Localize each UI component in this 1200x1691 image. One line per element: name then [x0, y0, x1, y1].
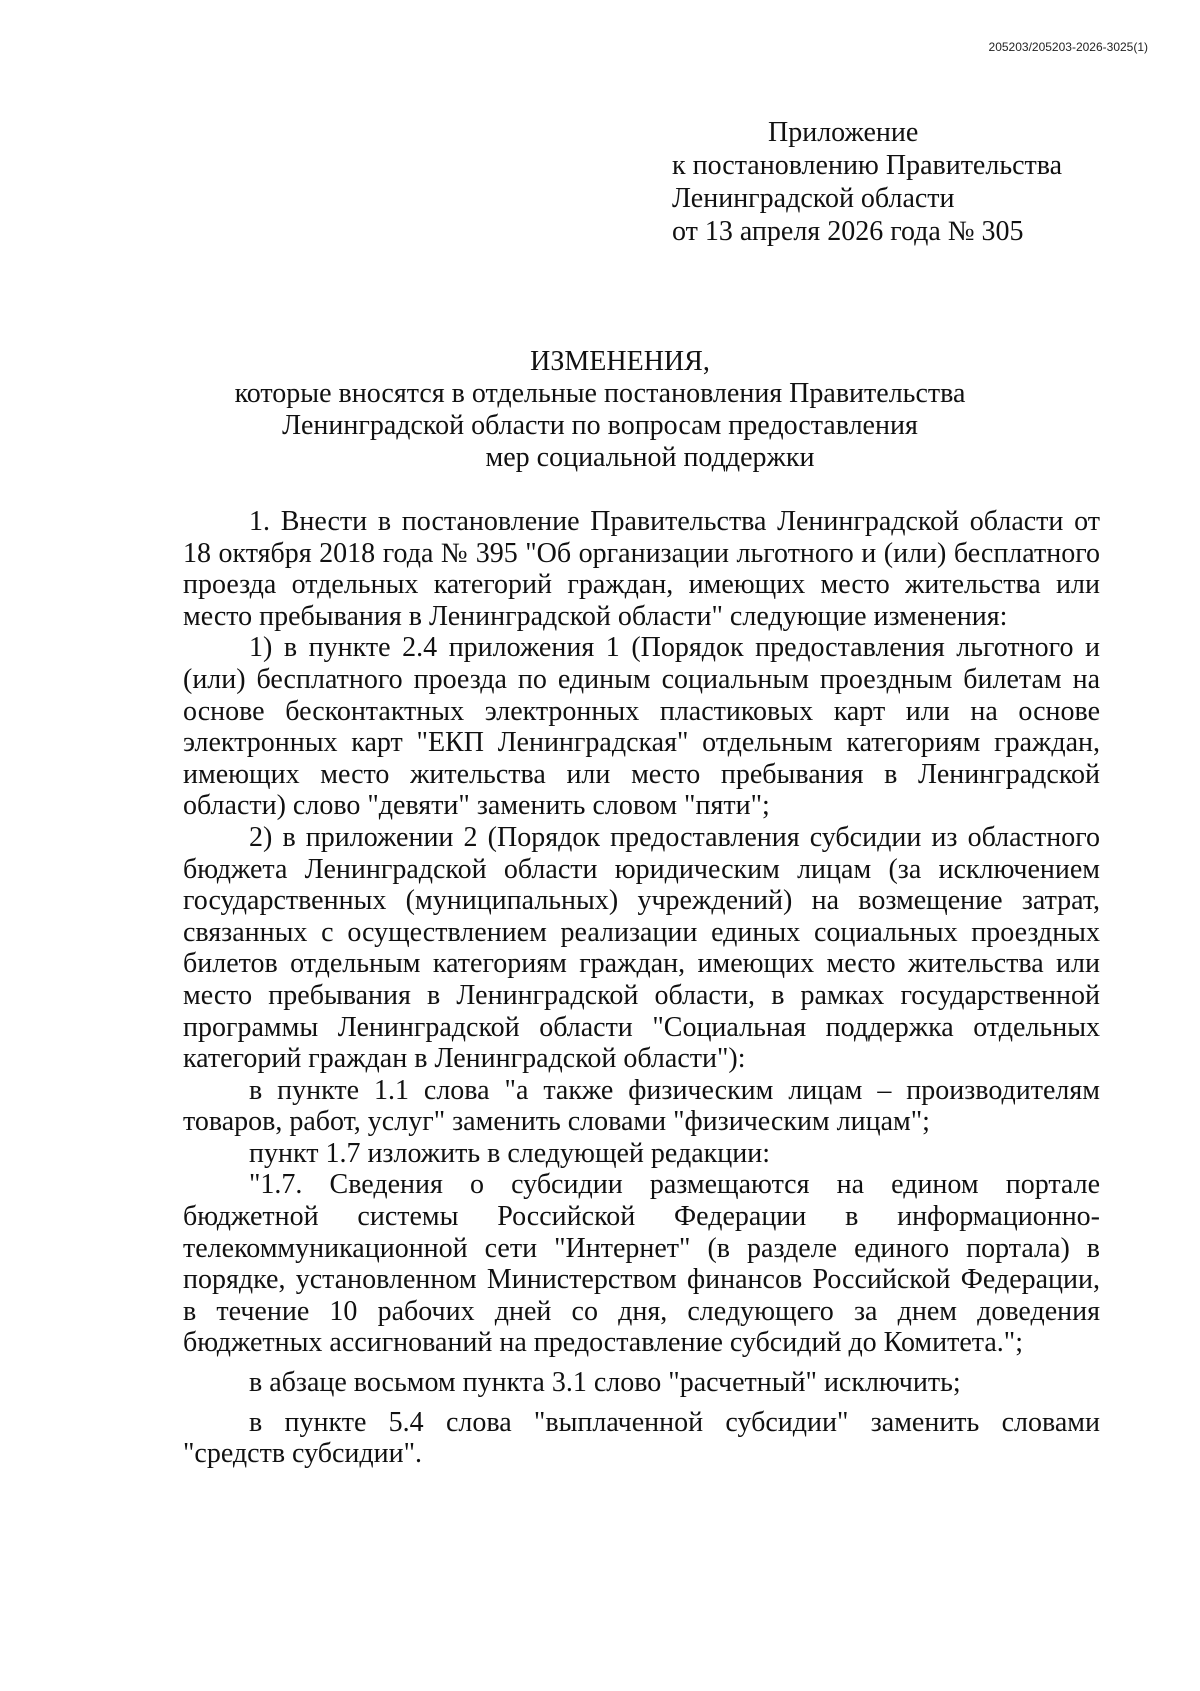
document-body	[183, 506, 1100, 1470]
heading-subtitle: которые вносятся в отдельные постановления Правительства	[234, 378, 966, 409]
document-id: 205203/205203-2026-3025(1)	[988, 40, 1148, 54]
appendix-date-line: от 13 апреля 2026 года № 305	[672, 216, 1024, 247]
paragraph: 1. Внести в постановление Правительства Ленинградской области от 18 октября 2018 года № 395 "Об организации льготного и (или) бесплатного проезда отдельных категорий граждан, имеющих место жительства или место пребывания в Ленинградской области" следующие изменения:	[183, 506, 1100, 632]
paragraph: в пункте 1.1 слова "а также физическим лицам – производителям товаров, работ, услуг" заменить словами "физическим лицам";	[183, 1074, 1100, 1138]
paragraph: 1) в пункте 2.4 приложения 1 (Порядок предоставления льготного и (или) бесплатного проезда по единым социальным проездным билетам на основе бесконтактных электронных пластиковых карт или на основе электронных карт "ЕКП Ленинградская" отдельным категориям граждан, имеющих место жительства или место пребывания в Ленинградской области) слово "девяти" заменить словом "пяти";	[183, 632, 1100, 822]
appendix-title: Приложение	[768, 117, 919, 148]
paragraph: в абзаце восьмом пункта 3.1 слово "расчетный" исключить;	[249, 1367, 961, 1399]
heading-title: ИЗМЕНЕНИЯ,	[530, 346, 710, 377]
appendix-line: к постановлению Правительства	[672, 150, 1063, 181]
paragraph: в пункте 5.4 слова "выплаченной субсидии" заменить словами "средств субсидии".	[183, 1406, 1100, 1470]
document-heading	[0, 346, 1200, 474]
paragraph: "1.7. Сведения о субсидии размещаются на едином портале бюджетной системы Российской Федерации в информационно-телекоммуникационной сети "Интернет" (в разделе единого портала) в порядке, установленном Министерством финансов Российской Федерации, в течение 10 рабочих дней со дня, следующего за днем доведения бюджетных ассигнований на предоставление субсидий до Комитета.";	[183, 1169, 1100, 1359]
paragraph: пункт 1.7 изложить в следующей редакции:	[249, 1137, 770, 1169]
heading-subtitle: Ленинградской области по вопросам предоставления	[282, 410, 918, 441]
appendix-block	[672, 116, 1092, 248]
appendix-line: Ленинградской области	[672, 183, 955, 214]
heading-subtitle: мер социальной поддержки	[485, 442, 815, 473]
paragraph: 2) в приложении 2 (Порядок предоставления субсидии из областного бюджета Ленинградской области юридическим лицам (за исключением государственных (муниципальных) учреждений) на возмещение затрат, связанных с осуществлением реализации единых социальных проездных билетов отдельным категориям граждан, имеющих место жительства или место пребывания в Ленинградской области, в рамках государственной программы Ленинградской области "Социальная поддержка отдельных категорий граждан в Ленинградской области"):	[183, 821, 1100, 1075]
